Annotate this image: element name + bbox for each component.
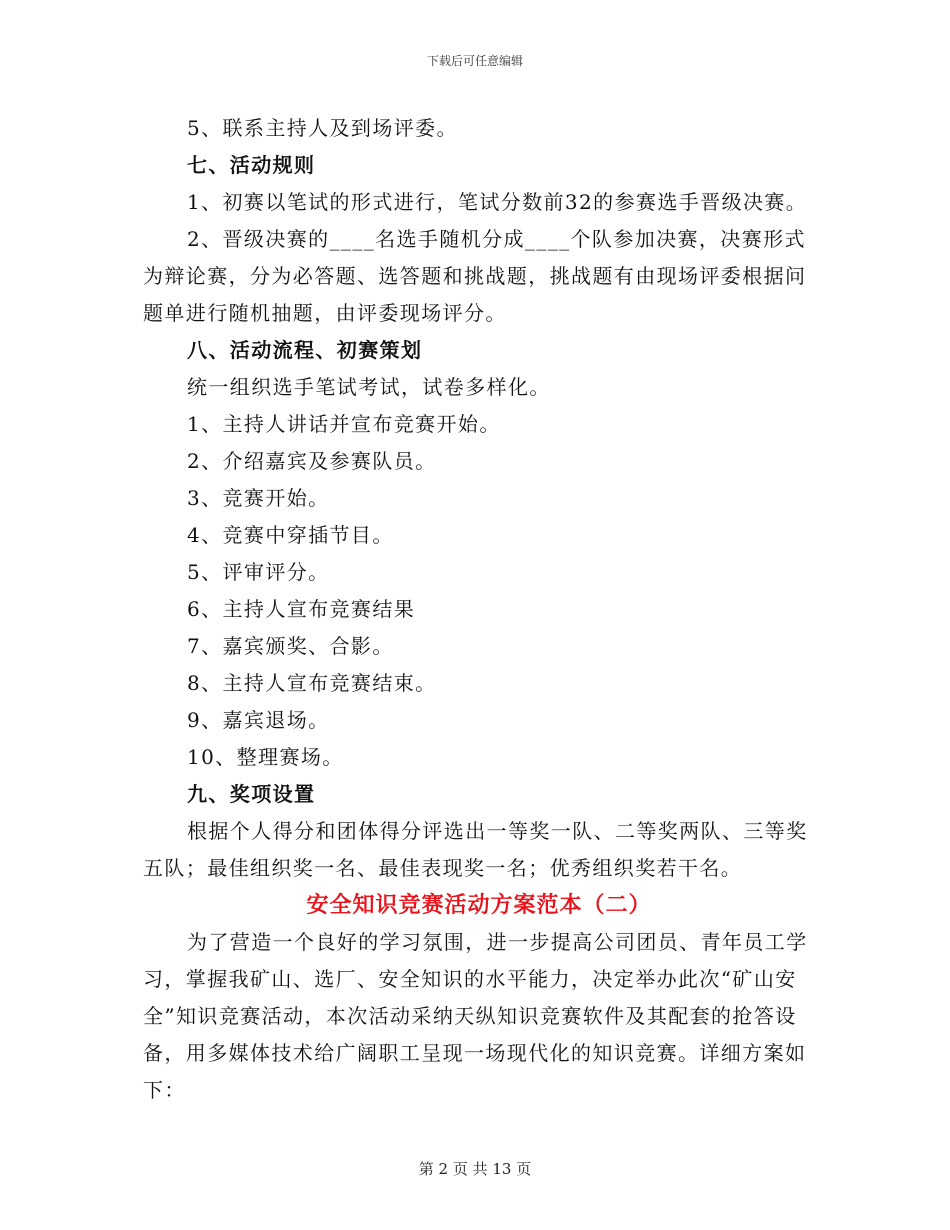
list-item: 7、嘉宾颁奖、合影。 <box>187 634 394 658</box>
document-body <box>143 110 815 1109</box>
list-item: 2、介绍嘉宾及参赛队员。 <box>187 449 437 473</box>
list-item: 2、晋级决赛的____名选手随机分成____个队参加决赛，决赛形式为辩论赛，分为必答题、选答题和挑战题，挑战题有由现场评委根据问题单进行随机抽题，由评委现场评分。 <box>143 227 807 325</box>
list-item: 8、主持人宣布竞赛结束。 <box>187 671 437 695</box>
document-title: 安全知识竞赛活动方案范本（二） <box>306 892 652 918</box>
list-item: 3、竞赛开始。 <box>187 486 330 510</box>
paragraph: 为了营造一个良好的学习氛围，进一步提高公司团员、青年员工学习，掌握我矿山、选厂、安全知识的水平能力，决定举办此次“矿山安全”知识竞赛活动，本次活动采纳天纵知识竞赛软件及其配套的抢答设备，用多媒体技术给广阔职工呈现一场现代化的知识竞赛。详细方案如下： <box>143 930 808 1102</box>
paragraph: 统一组织选手笔试考试，试卷多样化。 <box>187 375 551 399</box>
list-item: 4、竞赛中穿插节目。 <box>187 523 394 547</box>
paragraph: 根据个人得分和团体得分评选出一等奖一队、二等奖两队、三等奖五队；最佳组织奖一名、最佳表现奖一名；优秀组织奖若干名。 <box>143 819 808 880</box>
page-header: 下载后可任意编辑 <box>426 54 523 68</box>
list-item: 5、联系主持人及到场评委。 <box>187 116 458 140</box>
page-footer: 第 2 页 共 13 页 <box>418 1160 532 1178</box>
list-item: 1、初赛以笔试的形式进行，笔试分数前32的参赛选手晋级决赛。 <box>187 190 808 214</box>
section-heading: 八、活动流程、初赛策划 <box>187 338 423 362</box>
list-item: 10、整理赛场。 <box>187 745 344 769</box>
list-item: 9、嘉宾退场。 <box>187 708 330 732</box>
list-item: 5、评审评分。 <box>187 560 330 584</box>
section-heading: 九、奖项设置 <box>187 782 316 806</box>
section-heading: 七、活动规则 <box>187 153 316 177</box>
list-item: 6、主持人宣布竞赛结果 <box>187 597 416 621</box>
list-item: 1、主持人讲话并宣布竞赛开始。 <box>187 412 501 436</box>
